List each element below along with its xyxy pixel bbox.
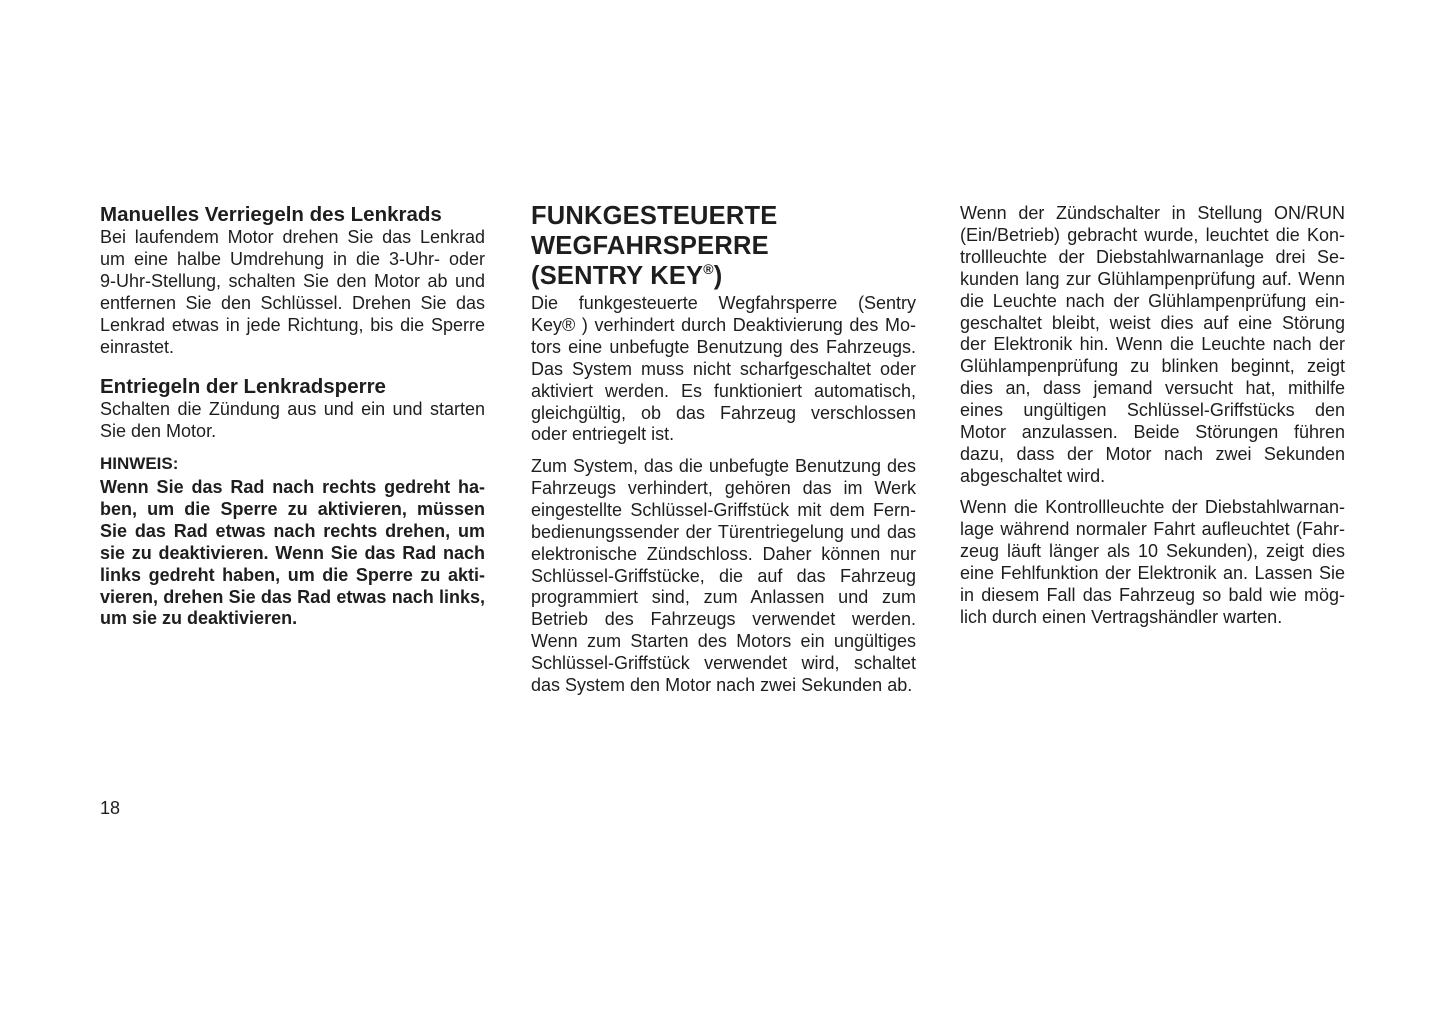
- text-line: Zum System, das die unbefugte Benutzung des: [531, 456, 916, 476]
- paragraph-warning-light: [960, 203, 1345, 488]
- text-line: aktiviert werden. Es funktioniert automatisch,: [531, 380, 916, 401]
- text-line: abgeschaltet wird.: [960, 465, 1106, 486]
- paragraph-immobilizer-system: [531, 456, 916, 697]
- text-line: Sie den Motor.: [100, 420, 217, 441]
- text-line: Sie das Rad etwas nach rechts drehen, um: [100, 520, 485, 541]
- text-line: Die funkgesteuerte Wegfahrsperre (Sentry: [531, 293, 916, 313]
- text-line: Schalten die Zündung aus und ein und starten: [100, 399, 485, 419]
- text-line: Wenn der Zündschalter in Stellung ON/RUN: [960, 203, 1345, 223]
- text-line: dazu, dass der Motor nach zwei Sekunden: [960, 443, 1345, 464]
- text-line: vieren, drehen Sie das Rad etwas nach links,: [100, 586, 485, 607]
- paragraph-manual-lock: [100, 227, 485, 358]
- text-line: geschaltet bleibt, weist dies auf eine Störung: [960, 312, 1345, 333]
- text-line: kunden lang zur Glühlampenprüfung auf. Wenn: [960, 268, 1345, 289]
- heading-unlock: Entriegeln der Lenkradsperre: [100, 375, 386, 398]
- title-line-2: WEGFAHRSPERRE: [531, 232, 769, 260]
- text-line: Wenn zum Starten des Motors ein ungültiges: [531, 631, 916, 652]
- text-line: zeug läuft länger als 10 Sekunden), zeigt dies: [960, 540, 1345, 561]
- heading-manual-lock: Manuelles Verriegeln des Lenkrads: [100, 203, 442, 226]
- text-line: tors eine unbefugte Benutzung des Fahrzeugs.: [531, 336, 916, 357]
- text-line: Betrieb des Fahrzeugs verwendet werden.: [531, 609, 916, 630]
- text-line: links gedreht haben, um die Sperre zu akti-: [100, 564, 485, 585]
- text-line: Motor anzulassen. Beide Störungen führen: [960, 422, 1345, 443]
- text-line: um sie zu deaktivieren.: [100, 608, 298, 629]
- text-line: Schlüssel-Griffstücke, die auf das Fahrzeug: [531, 565, 916, 586]
- text-line: 9-Uhr-Stellung, schalten Sie den Motor ab und: [100, 270, 485, 291]
- registered-mark: ®: [703, 261, 714, 278]
- text-line: Glühlampenprüfung zu blinken beginnt, zeigt: [960, 356, 1345, 377]
- text-line: einrastet.: [100, 336, 175, 357]
- text-line: dies an, dass jemand versucht hat, mithilfe: [960, 378, 1345, 399]
- title-line-1: FUNKGESTEUERTE: [531, 202, 778, 230]
- text-line: Das System muss nicht scharfgeschaltet oder: [531, 358, 916, 379]
- text-line: Wenn Sie das Rad nach rechts gedreht ha-: [100, 477, 485, 497]
- text-line: ben, um die Sperre zu aktivieren, müssen: [100, 498, 485, 519]
- text-line: Fahrzeugs verhindert, gehören das im Werk: [531, 477, 916, 498]
- text-line: lich durch einen Vertragshändler warten.: [960, 606, 1283, 627]
- text-line: der Elektronik hin. Wenn die Leuchte nach der: [960, 334, 1345, 355]
- title-close: ): [713, 262, 723, 290]
- text-line: eingestellte Schlüssel-Griffstück mit dem Fern-: [531, 499, 916, 520]
- paragraph-immobilizer-intro: [531, 293, 916, 446]
- note-text: [100, 477, 485, 630]
- title-line-3: [531, 261, 916, 291]
- section-title: [531, 201, 916, 291]
- text-line: das System den Motor nach zwei Sekunden ab.: [531, 675, 913, 696]
- text-line: sie zu deaktivieren. Wenn Sie das Rad nach: [100, 542, 485, 563]
- paragraph-malfunction: [960, 497, 1345, 628]
- page-number: 18: [100, 798, 121, 818]
- text-line: (Ein/Betrieb) gebracht wurde, leuchtet die Kon-: [960, 224, 1345, 245]
- text-line: elektronische Zündschloss. Daher können nur: [531, 543, 916, 564]
- text-line: lage während normaler Fahrt aufleuchtet (Fahr-: [960, 518, 1345, 539]
- text-line: entfernen Sie den Schlüssel. Drehen Sie das: [100, 292, 485, 313]
- text-line: Bei laufendem Motor drehen Sie das Lenkrad: [100, 227, 485, 247]
- text-line: eines ungültigen Schlüssel-Griffstücks den: [960, 400, 1345, 421]
- text-line: gleichgültig, ob das Fahrzeug verschlossen: [531, 402, 916, 423]
- title-text: (SENTRY KEY: [531, 262, 704, 290]
- note-label: HINWEIS:: [100, 454, 179, 473]
- text-line: oder entriegelt ist.: [531, 424, 675, 445]
- text-line: die Leuchte nach der Glühlampenprüfung ein-: [960, 290, 1345, 311]
- text-line: Wenn die Kontrollleuchte der Diebstahlwarnan-: [960, 497, 1345, 517]
- text-line: um eine halbe Umdrehung in die 3-Uhr- oder: [100, 248, 485, 269]
- text-line: Schlüssel-Griffstück verwendet wird, schaltet: [531, 653, 916, 674]
- text-line: Lenkrad etwas in jede Richtung, bis die Sperre: [100, 314, 485, 335]
- text-line: eine Fehlfunktion der Elektronik an. Lassen Sie: [960, 562, 1345, 583]
- paragraph-unlock: [100, 399, 485, 443]
- text-line: trollleuchte der Diebstahlwarnanlage drei Se-: [960, 246, 1345, 267]
- text-line: in diesem Fall das Fahrzeug so bald wie mög-: [960, 584, 1345, 605]
- text-line: bedienungssender der Türentriegelung und das: [531, 521, 916, 542]
- text-line: Key® ) verhindert durch Deaktivierung des Mo-: [531, 314, 916, 335]
- text-line: programmiert sind, zum Anlassen und zum: [531, 587, 916, 608]
